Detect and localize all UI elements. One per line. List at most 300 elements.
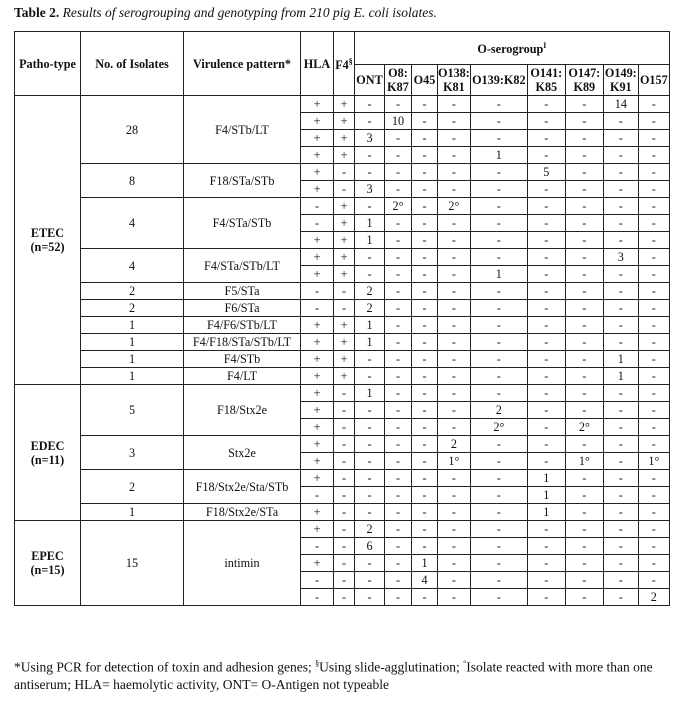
serogroup-cell: - [565,538,603,555]
serogroup-cell: - [412,249,438,266]
serogroup-cell: 1 [527,470,565,487]
table-row [15,351,670,368]
hla-cell: + [301,181,334,198]
oserogroup-label: O-serogroup [477,42,544,57]
hla-cell: + [301,436,334,453]
f4-superscript: § [348,56,353,66]
hla-cell: + [301,470,334,487]
serogroup-cell: - [638,572,669,589]
serogroup-cell: - [603,419,638,436]
isolates-cell: 15 [81,521,184,606]
serogroup-cell: - [638,470,669,487]
serogroup-cell: - [385,266,412,283]
table-row [15,249,670,266]
col-header-o-0: ONT [355,65,385,96]
serogroup-cell: - [438,572,471,589]
serogroup-cell: 4 [412,572,438,589]
hla-cell: - [301,198,334,215]
serogroup-cell: - [470,317,527,334]
serogroup-cell: 1 [355,334,385,351]
serogroup-cell: - [527,521,565,538]
footnote-slide: Using slide-agglutination; [319,659,464,675]
serogroup-cell: - [412,368,438,385]
serogroup-cell: - [412,538,438,555]
serogroup-cell: - [565,266,603,283]
hla-cell: + [301,351,334,368]
serogroup-cell: - [438,215,471,232]
serogroup-cell: - [355,266,385,283]
serogroup-cell: - [638,419,669,436]
isolates-cell: 5 [81,385,184,436]
serogroup-cell: - [470,470,527,487]
serogroup-cell: - [355,419,385,436]
hla-cell: + [301,317,334,334]
virulence-pattern-cell: F4/LT [184,368,301,385]
serogroup-cell: - [638,198,669,215]
hla-cell: + [301,555,334,572]
serogroup-cell: - [412,402,438,419]
table-row [15,300,670,317]
table-row [15,164,670,181]
serogroup-cell: - [385,351,412,368]
serogroup-cell: - [638,113,669,130]
serogroup-cell: - [603,130,638,147]
serogroup-cell: - [412,589,438,606]
serogroup-cell: - [470,232,527,249]
serogroup-cell: - [527,453,565,470]
serogroup-cell: - [565,487,603,504]
serogroup-cell: 1 [355,232,385,249]
serogroup-cell: - [527,351,565,368]
serogroup-cell: - [438,504,471,521]
serogroup-cell: - [355,351,385,368]
table-row [15,334,670,351]
serogroup-cell: - [527,402,565,419]
serogroup-cell: 1° [638,453,669,470]
serogroup-cell: - [527,96,565,113]
serogroup-cell: - [638,232,669,249]
isolates-cell: 2 [81,283,184,300]
f4-cell: - [334,487,355,504]
serogroup-cell: - [438,385,471,402]
serogroup-cell: - [385,470,412,487]
virulence-pattern-cell: F4/STa/STb [184,198,301,249]
serogroup-cell: - [470,368,527,385]
serogroup-cell: - [470,283,527,300]
virulence-pattern-cell: F6/STa [184,300,301,317]
serogroup-cell: - [385,96,412,113]
col-header-o-1: O8: K87 [385,65,412,96]
serogroup-cell: - [470,181,527,198]
serogroup-cell: - [470,504,527,521]
hla-cell: - [301,572,334,589]
serogroup-cell: - [565,147,603,164]
f4-cell: - [334,181,355,198]
serogroup-cell: - [412,147,438,164]
serogroup-cell: - [385,334,412,351]
isolates-cell: 2 [81,470,184,504]
table-row [15,436,670,453]
serogroup-cell: - [565,113,603,130]
serogroup-cell: 2° [438,198,471,215]
hla-cell: + [301,130,334,147]
isolates-cell: 28 [81,96,184,164]
hla-cell: - [301,487,334,504]
hla-cell: + [301,232,334,249]
serogroup-cell: - [385,419,412,436]
serogroup-cell: - [412,487,438,504]
serogroup-cell: - [355,572,385,589]
serogroup-cell: - [470,385,527,402]
serogroup-cell: 1 [355,215,385,232]
isolates-cell: 1 [81,334,184,351]
serogroup-cell: - [565,164,603,181]
hla-cell: + [301,453,334,470]
serogroup-cell: - [638,249,669,266]
serogroup-cell: - [438,351,471,368]
virulence-pattern-cell: Stx2e [184,436,301,470]
footnote-rest: Isolate reacted with more than one antiserum; HLA= haemolytic activity, ONT= O-Antigen not typeable [14,659,653,692]
serogroup-cell: - [412,198,438,215]
hla-cell: + [301,368,334,385]
serogroup-cell: - [412,419,438,436]
col-header-pathotype: Patho-type [15,32,81,96]
serogroup-cell: - [638,538,669,555]
serogroup-cell: - [355,96,385,113]
serogroup-cell: - [638,300,669,317]
serogroup-cell: - [638,521,669,538]
virulence-pattern-cell: F4/F18/STa/STb/LT [184,334,301,351]
serogroup-cell: - [565,521,603,538]
serogroup-cell: - [603,113,638,130]
serogroup-cell: - [603,283,638,300]
serogroup-cell: - [438,130,471,147]
serogroup-cell: - [385,164,412,181]
serogroup-cell: - [527,538,565,555]
f4-cell: + [334,147,355,164]
serogroup-cell: - [638,130,669,147]
table-row [15,96,670,113]
f4-cell: - [334,470,355,487]
f4-cell: - [334,504,355,521]
hla-cell: - [301,283,334,300]
isolates-cell: 3 [81,436,184,470]
f4-label: F4 [335,58,349,73]
serogroup-cell: 3 [355,130,385,147]
pathotype-cell: ETEC (n=52) [15,96,81,385]
serogroup-cell: - [565,572,603,589]
virulence-pattern-cell: F4/STb [184,351,301,368]
serogroup-cell: - [385,504,412,521]
table-row [15,521,670,538]
serogroup-cell: - [638,385,669,402]
serogroup-cell: - [470,249,527,266]
serogroup-cell: - [603,572,638,589]
f4-cell: + [334,334,355,351]
serogroup-cell: - [638,96,669,113]
serogroup-cell: 1° [565,453,603,470]
serogroup-cell: - [565,504,603,521]
hla-cell: + [301,419,334,436]
serogroup-cell: - [438,521,471,538]
isolates-cell: 1 [81,317,184,334]
serogroup-cell: - [470,572,527,589]
serogroup-cell: - [412,266,438,283]
serogroup-cell: - [565,589,603,606]
col-header-o-5: O141: K85 [527,65,565,96]
serogroup-cell: - [565,283,603,300]
serogroup-cell: - [385,453,412,470]
serogroup-cell: - [603,334,638,351]
virulence-pattern-cell: F4/F6/STb/LT [184,317,301,334]
col-header-o-3: O138: K81 [438,66,470,94]
serogroup-cell: 1 [527,487,565,504]
serogroup-cell: - [565,96,603,113]
serogroup-cell: - [385,300,412,317]
serogroup-cell: 5 [527,164,565,181]
serogroup-cell: - [527,249,565,266]
serogroup-cell: - [527,300,565,317]
f4-cell: + [334,351,355,368]
serogroup-cell: - [470,334,527,351]
serogroup-cell: - [565,249,603,266]
serogroup-cell: - [355,164,385,181]
serogroup-cell: - [385,181,412,198]
serogroup-cell: - [385,521,412,538]
isolates-cell: 4 [81,198,184,249]
serogroup-cell: - [355,504,385,521]
serogroup-cell: - [638,147,669,164]
table-row [15,283,670,300]
isolates-cell: 1 [81,351,184,368]
hla-cell: - [301,300,334,317]
serogroup-cell: - [470,589,527,606]
f4-cell: + [334,198,355,215]
serogroup-cell: - [603,147,638,164]
serogroup-cell: - [638,181,669,198]
serogroup-cell: - [385,249,412,266]
f4-cell: - [334,385,355,402]
serogroup-cell: - [438,555,471,572]
col-header-f4 [334,32,355,96]
serogroup-cell: - [355,147,385,164]
serogroup-cell: - [470,453,527,470]
serogroup-cell: - [527,419,565,436]
serogroup-cell: - [603,232,638,249]
serogroup-cell: 2 [355,521,385,538]
serogroup-cell: 1 [603,368,638,385]
serogroup-cell: - [470,436,527,453]
serogroup-cell: - [438,419,471,436]
isolates-cell: 8 [81,164,184,198]
virulence-pattern-cell: F4/STa/STb/LT [184,249,301,283]
serogroup-cell: - [638,317,669,334]
serogroup-cell: - [565,232,603,249]
virulence-pattern-cell: F18/STa/STb [184,164,301,198]
serogroup-cell: - [470,351,527,368]
serogroup-cell: - [638,555,669,572]
header-row-1 [15,32,670,65]
serogroup-cell: - [603,317,638,334]
f4-cell: + [334,232,355,249]
serogroup-cell: - [527,334,565,351]
serogroup-cell: - [355,113,385,130]
serogroup-cell: - [355,470,385,487]
serogroup-cell: - [603,181,638,198]
f4-cell: + [334,215,355,232]
serogroup-cell: - [438,283,471,300]
serogroup-cell: - [385,147,412,164]
serogroup-cell: - [565,351,603,368]
hla-cell: + [301,402,334,419]
isolates-cell: 1 [81,504,184,521]
serogroup-cell: - [412,215,438,232]
hla-cell: + [301,113,334,130]
serogroup-cell: - [438,164,471,181]
serogroup-cell: - [638,334,669,351]
serogroup-cell: - [603,215,638,232]
f4-cell: + [334,113,355,130]
serogroup-cell: - [412,113,438,130]
serogroup-cell: - [412,130,438,147]
results-table [14,31,670,606]
hla-cell: - [301,589,334,606]
serogroup-cell: - [438,147,471,164]
serogroup-cell: 2° [565,419,603,436]
serogroup-cell: - [565,198,603,215]
serogroup-cell: - [385,232,412,249]
f4-cell: - [334,538,355,555]
serogroup-cell: - [438,232,471,249]
serogroup-cell: - [412,504,438,521]
serogroup-cell: - [470,215,527,232]
serogroup-cell: - [412,470,438,487]
isolates-cell: 1 [81,368,184,385]
serogroup-cell: - [565,436,603,453]
serogroup-cell: - [470,300,527,317]
serogroup-cell: 2 [470,402,527,419]
serogroup-cell: - [638,215,669,232]
serogroup-cell: 1 [527,504,565,521]
pathotype-cell: EDEC (n=11) [15,385,81,521]
virulence-pattern-cell: F4/STb/LT [184,96,301,164]
serogroup-cell: - [638,351,669,368]
serogroup-cell: - [438,368,471,385]
hla-cell: + [301,334,334,351]
col-header-o-7: O149: K91 [604,66,637,94]
serogroup-cell: 2 [438,436,471,453]
serogroup-cell: 2 [355,283,385,300]
serogroup-cell: - [527,368,565,385]
f4-cell: - [334,572,355,589]
table-label: Table 2. [14,5,60,20]
f4-cell: - [334,453,355,470]
serogroup-cell: 2 [638,589,669,606]
serogroup-cell: - [565,300,603,317]
virulence-pattern-cell: F18/Stx2e/Sta/STb [184,470,301,504]
serogroup-cell: - [603,555,638,572]
serogroup-cell: - [470,538,527,555]
serogroup-cell: - [603,504,638,521]
serogroup-cell: - [527,385,565,402]
footnote-superscript-1: § [315,659,320,668]
hla-cell: + [301,96,334,113]
serogroup-cell: - [603,589,638,606]
serogroup-cell: - [438,96,471,113]
serogroup-cell: - [385,589,412,606]
serogroup-cell: 3 [603,249,638,266]
serogroup-cell: - [565,130,603,147]
serogroup-cell: - [527,317,565,334]
serogroup-cell: - [412,521,438,538]
serogroup-cell: - [603,470,638,487]
serogroup-cell: - [412,164,438,181]
serogroup-cell: - [355,453,385,470]
hla-cell: + [301,266,334,283]
serogroup-cell: - [638,436,669,453]
serogroup-cell: 1 [470,266,527,283]
serogroup-cell: - [470,555,527,572]
serogroup-cell: - [638,266,669,283]
table-row [15,368,670,385]
col-header-o-8: O157 [638,65,669,96]
f4-cell: - [334,300,355,317]
oserogroup-superscript: I [543,41,547,51]
table-row [15,385,670,402]
virulence-pattern-cell: F5/STa [184,283,301,300]
serogroup-cell: - [412,334,438,351]
serogroup-cell: - [527,266,565,283]
serogroup-cell: - [412,300,438,317]
serogroup-cell: - [470,113,527,130]
serogroup-cell: 1° [438,453,471,470]
serogroup-cell: - [527,130,565,147]
serogroup-cell: - [412,96,438,113]
col-header-o-6: O147: K89 [565,65,603,96]
hla-cell: + [301,504,334,521]
serogroup-cell: - [527,555,565,572]
serogroup-cell: - [438,181,471,198]
serogroup-cell: - [565,215,603,232]
serogroup-cell: - [565,385,603,402]
serogroup-cell: - [470,96,527,113]
serogroup-cell: - [565,470,603,487]
serogroup-cell: - [470,521,527,538]
serogroup-cell: - [438,317,471,334]
serogroup-cell: - [527,181,565,198]
f4-cell: - [334,589,355,606]
f4-cell: + [334,96,355,113]
serogroup-cell: - [385,436,412,453]
f4-cell: - [334,555,355,572]
serogroup-cell: - [412,436,438,453]
hla-cell: - [301,538,334,555]
col-header-o-4: O139:K82 [470,65,527,96]
hla-cell: + [301,249,334,266]
serogroup-cell: - [385,555,412,572]
serogroup-cell: 1 [603,351,638,368]
serogroup-cell: - [385,538,412,555]
serogroup-cell: - [438,487,471,504]
serogroup-cell: - [638,487,669,504]
serogroup-cell: - [412,351,438,368]
serogroup-cell: - [565,402,603,419]
serogroup-cell: - [527,589,565,606]
serogroup-cell: - [355,555,385,572]
serogroup-cell: - [355,487,385,504]
serogroup-cell: 2° [470,419,527,436]
serogroup-cell: - [438,113,471,130]
